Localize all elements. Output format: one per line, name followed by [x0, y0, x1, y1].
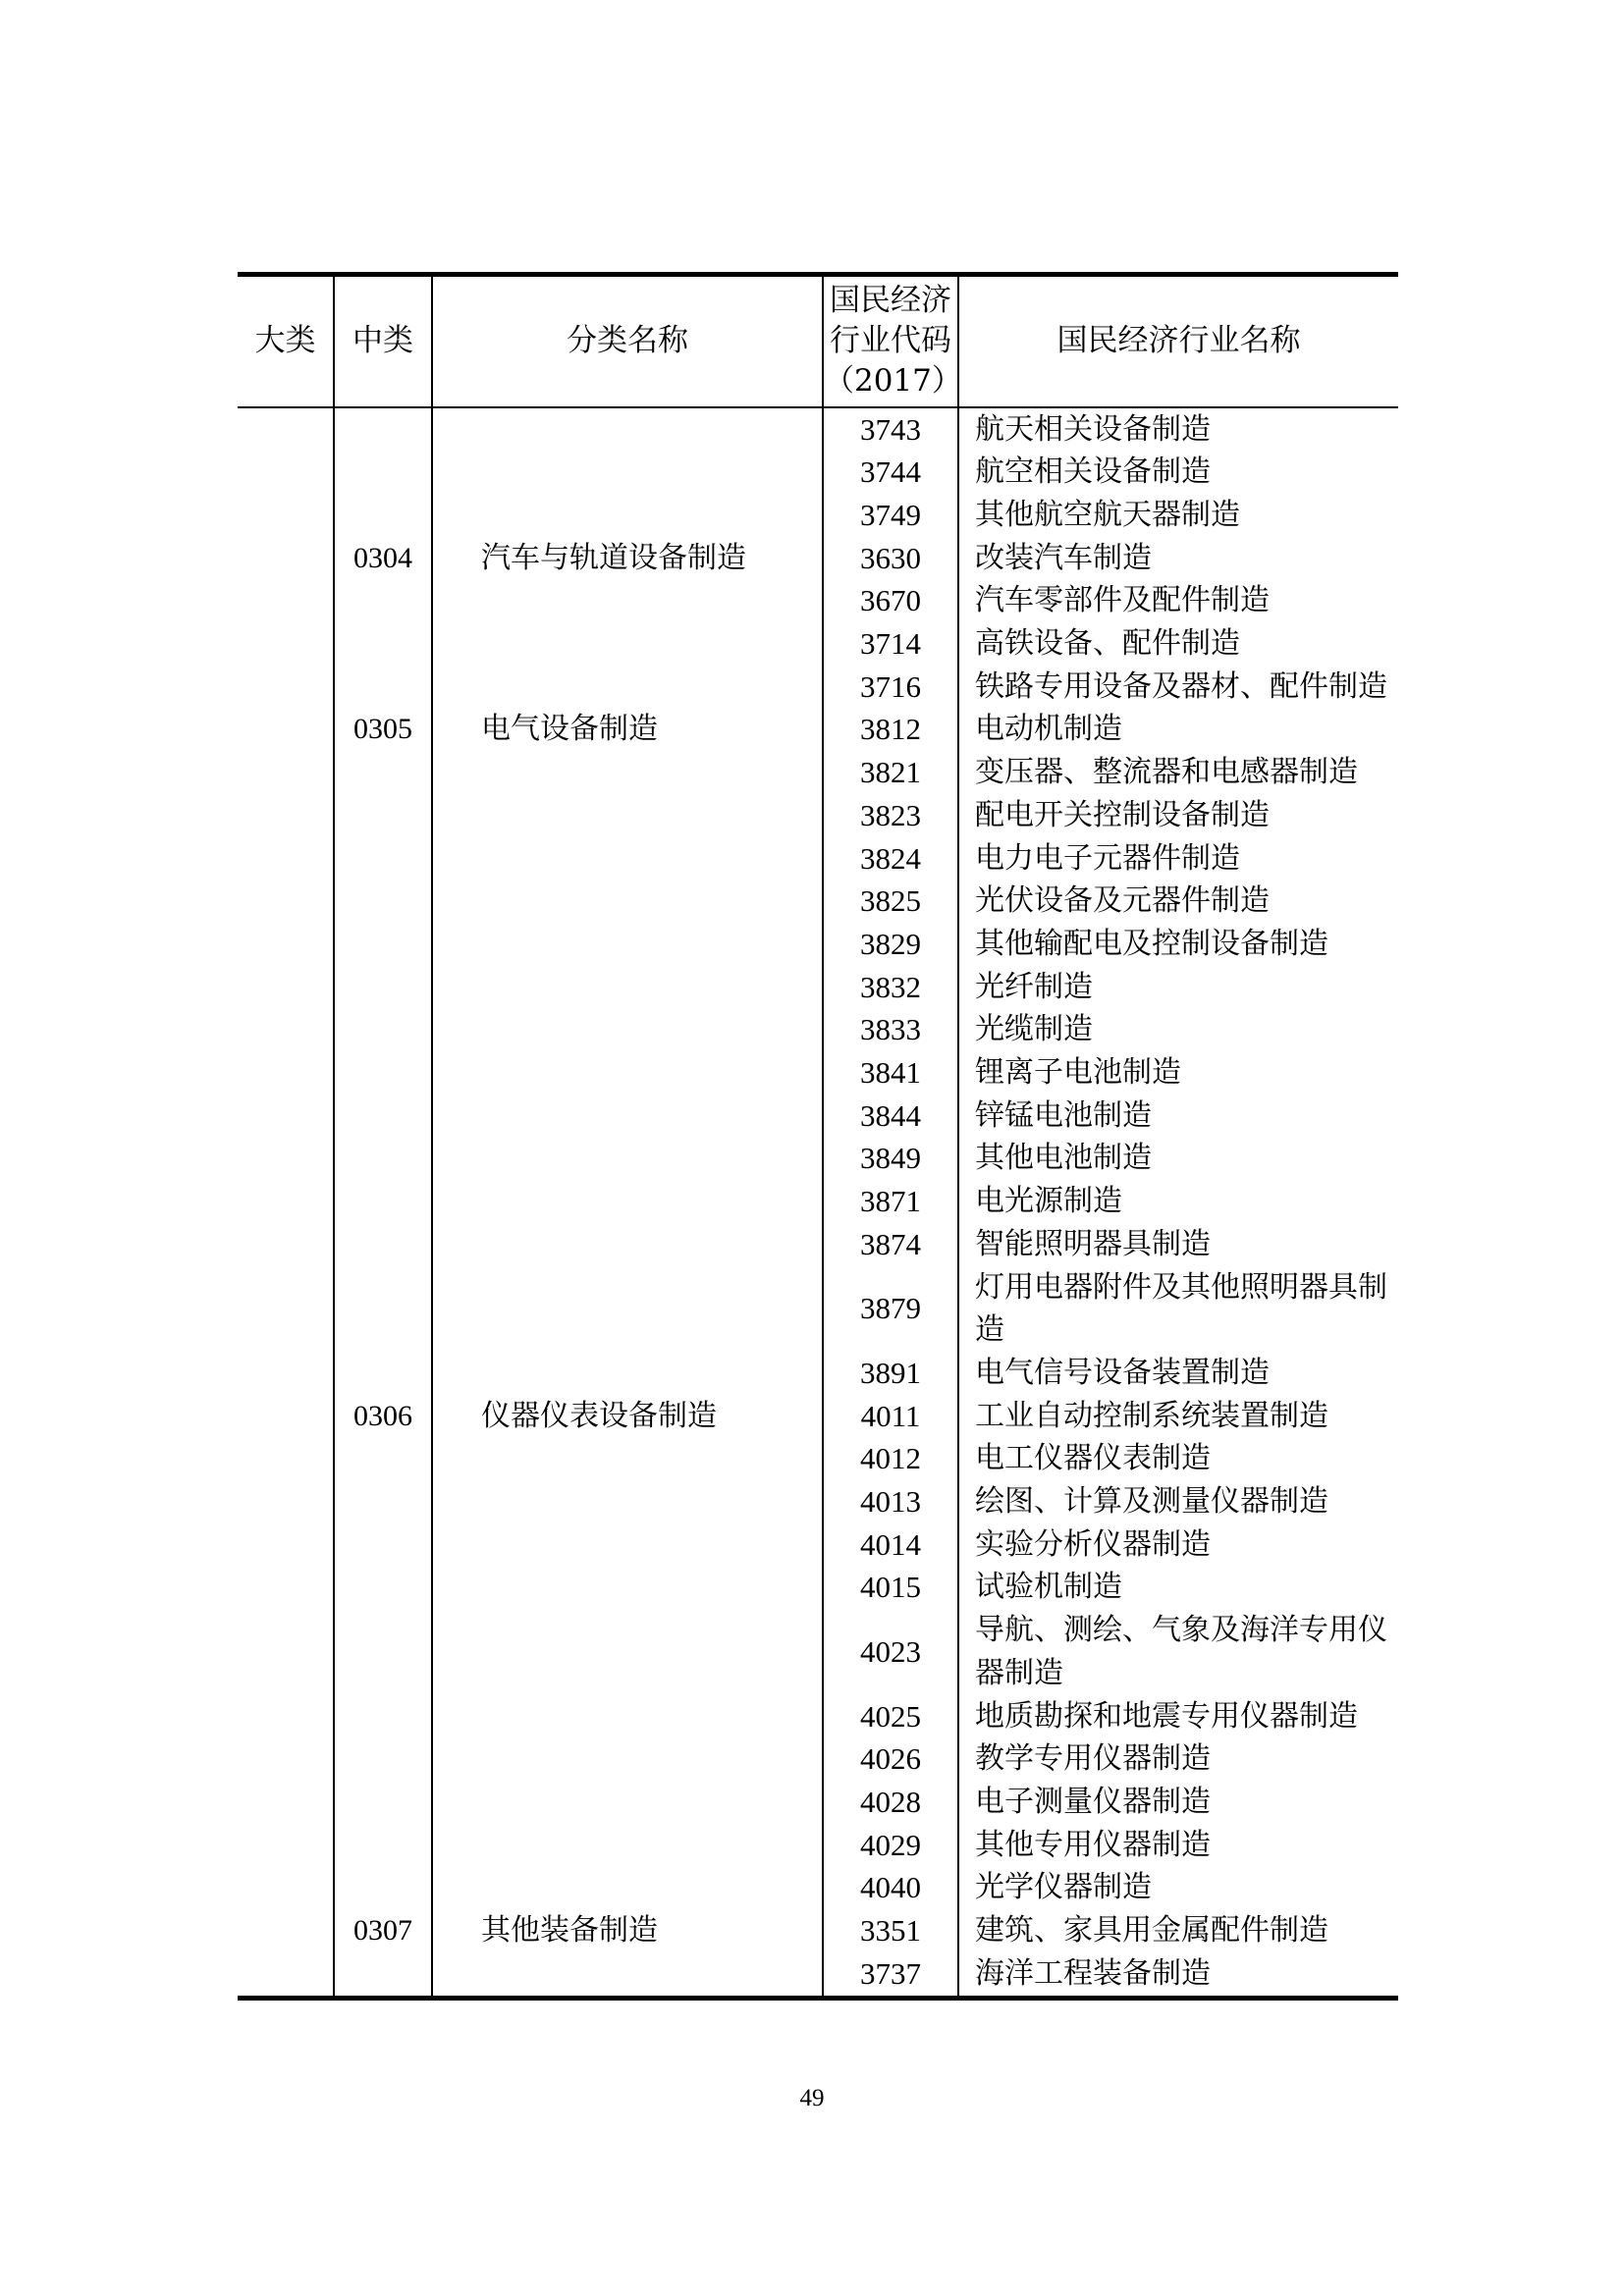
major-cell [238, 1223, 334, 1266]
mid-code-cell: 0307 [334, 1909, 432, 1952]
category-name-cell [432, 1781, 823, 1824]
table-row [238, 923, 1398, 966]
mid-code-cell [334, 1480, 432, 1523]
industry-name-cell: 其他电池制造 [975, 1141, 1152, 1176]
mid-code-cell [334, 923, 432, 966]
table-row [238, 407, 1398, 452]
industry-code-cell: 3821 [823, 751, 958, 794]
industry-name-cell: 光纤制造 [975, 969, 1093, 1004]
industry-code-cell: 4011 [823, 1395, 958, 1438]
table-row [238, 537, 1398, 580]
major-cell [238, 1480, 334, 1523]
industry-code-cell: 4026 [823, 1737, 958, 1781]
industry-code-cell: 3841 [823, 1051, 958, 1095]
table-row [238, 880, 1398, 923]
category-name-cell [432, 880, 823, 923]
header-code-line2: 行业代码 [830, 323, 951, 359]
major-cell [238, 579, 334, 622]
industry-code-cell: 3844 [823, 1095, 958, 1138]
category-name-cell [432, 837, 823, 881]
table-row [238, 751, 1398, 794]
category-name-cell [432, 1566, 823, 1609]
industry-name-cell: 地质勘探和地震专用仪器制造 [975, 1698, 1358, 1734]
table-row [238, 494, 1398, 537]
major-cell [238, 1008, 334, 1051]
industry-name-cell: 试验机制造 [975, 1570, 1122, 1605]
major-cell [238, 1395, 334, 1438]
industry-code-cell: 3829 [823, 923, 958, 966]
table-row [238, 1909, 1398, 1952]
category-name-cell [432, 622, 823, 666]
industry-code-cell: 3832 [823, 966, 958, 1009]
industry-code-cell: 3743 [823, 407, 958, 452]
major-cell [238, 666, 334, 709]
table-row [238, 794, 1398, 837]
major-cell [238, 1909, 334, 1952]
industry-code-cell: 4040 [823, 1866, 958, 1909]
industry-code-cell: 4025 [823, 1695, 958, 1738]
table-row [238, 1866, 1398, 1909]
table-row [238, 1566, 1398, 1609]
category-name-cell: 汽车与轨道设备制造 [432, 537, 823, 580]
table-header-row [238, 275, 1398, 407]
mid-code-cell [334, 1266, 432, 1352]
table-row [238, 451, 1398, 494]
table-row [238, 1437, 1398, 1480]
category-name-cell [432, 1352, 823, 1395]
industry-code-cell: 4029 [823, 1824, 958, 1867]
table-row [238, 1223, 1398, 1266]
category-name-cell [432, 666, 823, 709]
mid-code-cell [334, 1051, 432, 1095]
mid-code-cell [334, 666, 432, 709]
industry-name-cell: 铁路专用设备及器材、配件制造 [975, 668, 1387, 704]
category-name-cell [432, 579, 823, 622]
industry-code-cell: 3749 [823, 494, 958, 537]
industry-code-cell: 3630 [823, 537, 958, 580]
category-name-cell [432, 751, 823, 794]
major-cell [238, 1437, 334, 1480]
mid-code-cell: 0304 [334, 537, 432, 580]
table-row [238, 1824, 1398, 1867]
mid-code-cell [334, 1566, 432, 1609]
industry-name-cell: 工业自动控制系统装置制造 [975, 1398, 1328, 1433]
industry-name-cell: 变压器、整流器和电感器制造 [975, 755, 1358, 790]
table-row [238, 1480, 1398, 1523]
mid-code-cell [334, 1437, 432, 1480]
mid-code-cell [334, 1781, 432, 1824]
major-cell [238, 966, 334, 1009]
mid-code-cell [334, 751, 432, 794]
category-name-cell [432, 1695, 823, 1738]
mid-code-cell [334, 966, 432, 1009]
major-cell [238, 537, 334, 580]
industry-name-cell: 锂离子电池制造 [975, 1055, 1181, 1091]
industry-code-cell: 3871 [823, 1180, 958, 1223]
industry-code-cell: 3849 [823, 1137, 958, 1180]
category-name-cell [432, 1437, 823, 1480]
mid-code-cell [334, 880, 432, 923]
industry-code-cell: 3716 [823, 666, 958, 709]
industry-code-cell: 4028 [823, 1781, 958, 1824]
industry-name-cell: 海洋工程装备制造 [958, 1952, 1398, 1998]
industry-code-cell: 3812 [823, 708, 958, 751]
industry-name-cell: 电力电子元器件制造 [975, 840, 1240, 876]
mid-code-cell [334, 494, 432, 537]
header-major: 大类 [238, 275, 334, 407]
industry-name-cell: 其他航空航天器制造 [975, 497, 1240, 532]
industry-name-cell: 导航、测绘、气象及海洋专用仪器制造 [975, 1613, 1387, 1690]
page-number: 49 [799, 2085, 825, 2111]
industry-name-cell: 航天相关设备制造 [975, 411, 1211, 447]
major-cell [238, 1695, 334, 1738]
industry-name-cell: 配电开关控制设备制造 [975, 797, 1270, 832]
major-cell [238, 1781, 334, 1824]
industry-code-cell: 3714 [823, 622, 958, 666]
industry-name-cell: 电光源制造 [975, 1184, 1122, 1219]
table-row [238, 837, 1398, 881]
category-name-cell [432, 923, 823, 966]
industry-code-cell: 3737 [823, 1952, 958, 1998]
industry-name-cell: 光缆制造 [975, 1012, 1093, 1047]
industry-name-cell: 光伏设备及元器件制造 [975, 883, 1270, 919]
major-cell [238, 751, 334, 794]
industry-code-cell: 3670 [823, 579, 958, 622]
major-cell [238, 494, 334, 537]
category-name-cell [432, 1866, 823, 1909]
category-name-cell [432, 1095, 823, 1138]
header-code-line1: 国民经济 [830, 283, 951, 319]
table-row [238, 1695, 1398, 1738]
mid-code-cell [334, 622, 432, 666]
category-name-cell: 其他装备制造 [432, 1909, 823, 1952]
mid-code-cell [334, 1223, 432, 1266]
category-name-cell: 电气设备制造 [432, 708, 823, 751]
category-name-cell [432, 1137, 823, 1180]
major-cell [238, 1180, 334, 1223]
industry-code-cell: 3825 [823, 880, 958, 923]
table-row [238, 1609, 1398, 1694]
mid-code-cell [334, 1695, 432, 1738]
industry-code-cell: 3744 [823, 451, 958, 494]
major-cell [238, 1566, 334, 1609]
mid-code-cell [334, 1352, 432, 1395]
major-cell [238, 1095, 334, 1138]
mid-code-cell [334, 794, 432, 837]
table-row [238, 622, 1398, 666]
major-cell [238, 1523, 334, 1567]
category-name-cell [432, 1008, 823, 1051]
major-cell [238, 1266, 334, 1352]
category-name-cell [432, 1824, 823, 1867]
category-name-cell [432, 1180, 823, 1223]
category-name-cell: 仪器仪表设备制造 [432, 1395, 823, 1438]
mid-code-cell [334, 1523, 432, 1567]
industry-name-cell: 实验分析仪器制造 [975, 1526, 1211, 1562]
industry-name-cell: 绘图、计算及测量仪器制造 [975, 1484, 1328, 1520]
header-code [823, 275, 962, 407]
industry-name-cell: 锌锰电池制造 [975, 1097, 1152, 1133]
table-row [238, 1008, 1398, 1051]
header-category-name: 分类名称 [432, 275, 823, 407]
mid-code-cell [334, 1095, 432, 1138]
mid-code-cell: 0305 [334, 708, 432, 751]
industry-name-cell: 教学专用仪器制造 [975, 1741, 1211, 1777]
header-industry-name: 国民经济行业名称 [958, 275, 1398, 407]
header-code-line3: （2017） [824, 363, 962, 400]
mid-code-cell [334, 579, 432, 622]
mid-code-cell [334, 1180, 432, 1223]
industry-name-cell: 灯用电器附件及其他照明器具制造 [975, 1269, 1387, 1348]
mid-code-cell [334, 1008, 432, 1051]
industry-name-cell: 其他专用仪器制造 [975, 1827, 1211, 1862]
major-cell [238, 1952, 334, 1998]
industry-name-cell: 高铁设备、配件制造 [975, 626, 1240, 662]
category-name-cell [432, 794, 823, 837]
table-row [238, 1737, 1398, 1781]
industry-name-cell: 电气信号设备装置制造 [975, 1355, 1270, 1390]
industry-code-cell: 3874 [823, 1223, 958, 1266]
industry-name-cell: 光学仪器制造 [975, 1870, 1152, 1905]
industry-code-cell: 4014 [823, 1523, 958, 1567]
industry-classification-table [238, 272, 1398, 2001]
industry-code-cell: 3824 [823, 837, 958, 881]
table-row [238, 1523, 1398, 1567]
major-cell [238, 1824, 334, 1867]
table-row [238, 579, 1398, 622]
major-cell [238, 407, 334, 452]
table-row [238, 1137, 1398, 1180]
industry-code-cell: 3891 [823, 1352, 958, 1395]
industry-name-cell: 智能照明器具制造 [975, 1226, 1211, 1261]
mid-code-cell [334, 1137, 432, 1180]
major-cell [238, 1609, 334, 1694]
table-row [238, 1180, 1398, 1223]
table-row [238, 1051, 1398, 1095]
category-name-cell [432, 407, 823, 452]
table-row [238, 708, 1398, 751]
category-name-cell [432, 494, 823, 537]
mid-code-cell [334, 407, 432, 452]
industry-name-cell: 电动机制造 [975, 712, 1122, 747]
industry-code-cell: 4023 [823, 1609, 958, 1694]
industry-code-cell: 4013 [823, 1480, 958, 1523]
industry-name-cell: 建筑、家具用金属配件制造 [975, 1913, 1328, 1949]
major-cell [238, 880, 334, 923]
industry-code-cell: 3351 [823, 1909, 958, 1952]
major-cell [238, 1051, 334, 1095]
major-cell [238, 1737, 334, 1781]
category-name-cell [432, 1609, 823, 1694]
mid-code-cell: 0306 [334, 1395, 432, 1438]
category-name-cell [432, 451, 823, 494]
major-cell [238, 1137, 334, 1180]
major-cell [238, 622, 334, 666]
major-cell [238, 837, 334, 881]
category-name-cell [432, 1523, 823, 1567]
industry-name-cell: 电子测量仪器制造 [975, 1785, 1211, 1819]
category-name-cell [432, 1223, 823, 1266]
table-row [238, 1095, 1398, 1138]
major-cell [238, 794, 334, 837]
mid-code-cell [334, 1737, 432, 1781]
major-cell [238, 1352, 334, 1395]
industry-name-cell: 汽车零部件及配件制造 [975, 583, 1270, 618]
table-row [238, 1781, 1398, 1824]
mid-code-cell [334, 1866, 432, 1909]
table-row [238, 966, 1398, 1009]
industry-name-cell: 改装汽车制造 [975, 540, 1152, 575]
major-cell [238, 451, 334, 494]
category-name-cell [432, 1952, 823, 1998]
table-row [238, 666, 1398, 709]
category-name-cell [432, 1266, 823, 1352]
mid-code-cell [334, 1824, 432, 1867]
major-cell [238, 1866, 334, 1909]
major-cell [238, 708, 334, 751]
table-row [238, 1352, 1398, 1395]
category-name-cell [432, 966, 823, 1009]
industry-code-cell: 3823 [823, 794, 958, 837]
header-mid: 中类 [334, 275, 432, 407]
table-row [238, 1266, 1398, 1352]
industry-name-cell: 电工仪器仪表制造 [975, 1441, 1211, 1476]
major-cell [238, 923, 334, 966]
table-row [238, 1952, 1398, 1998]
industry-name-cell: 航空相关设备制造 [975, 454, 1211, 490]
category-name-cell [432, 1737, 823, 1781]
mid-code-cell [334, 1609, 432, 1694]
industry-code-cell: 4015 [823, 1566, 958, 1609]
mid-code-cell [334, 837, 432, 881]
industry-code-cell: 3879 [823, 1266, 958, 1352]
industry-code-cell: 4012 [823, 1437, 958, 1480]
table-body [238, 407, 1398, 1999]
industry-name-cell: 其他输配电及控制设备制造 [975, 926, 1328, 961]
mid-code-cell [334, 1952, 432, 1998]
category-name-cell [432, 1480, 823, 1523]
industry-code-cell: 3833 [823, 1008, 958, 1051]
mid-code-cell [334, 451, 432, 494]
table-row [238, 1395, 1398, 1438]
category-name-cell [432, 1051, 823, 1095]
